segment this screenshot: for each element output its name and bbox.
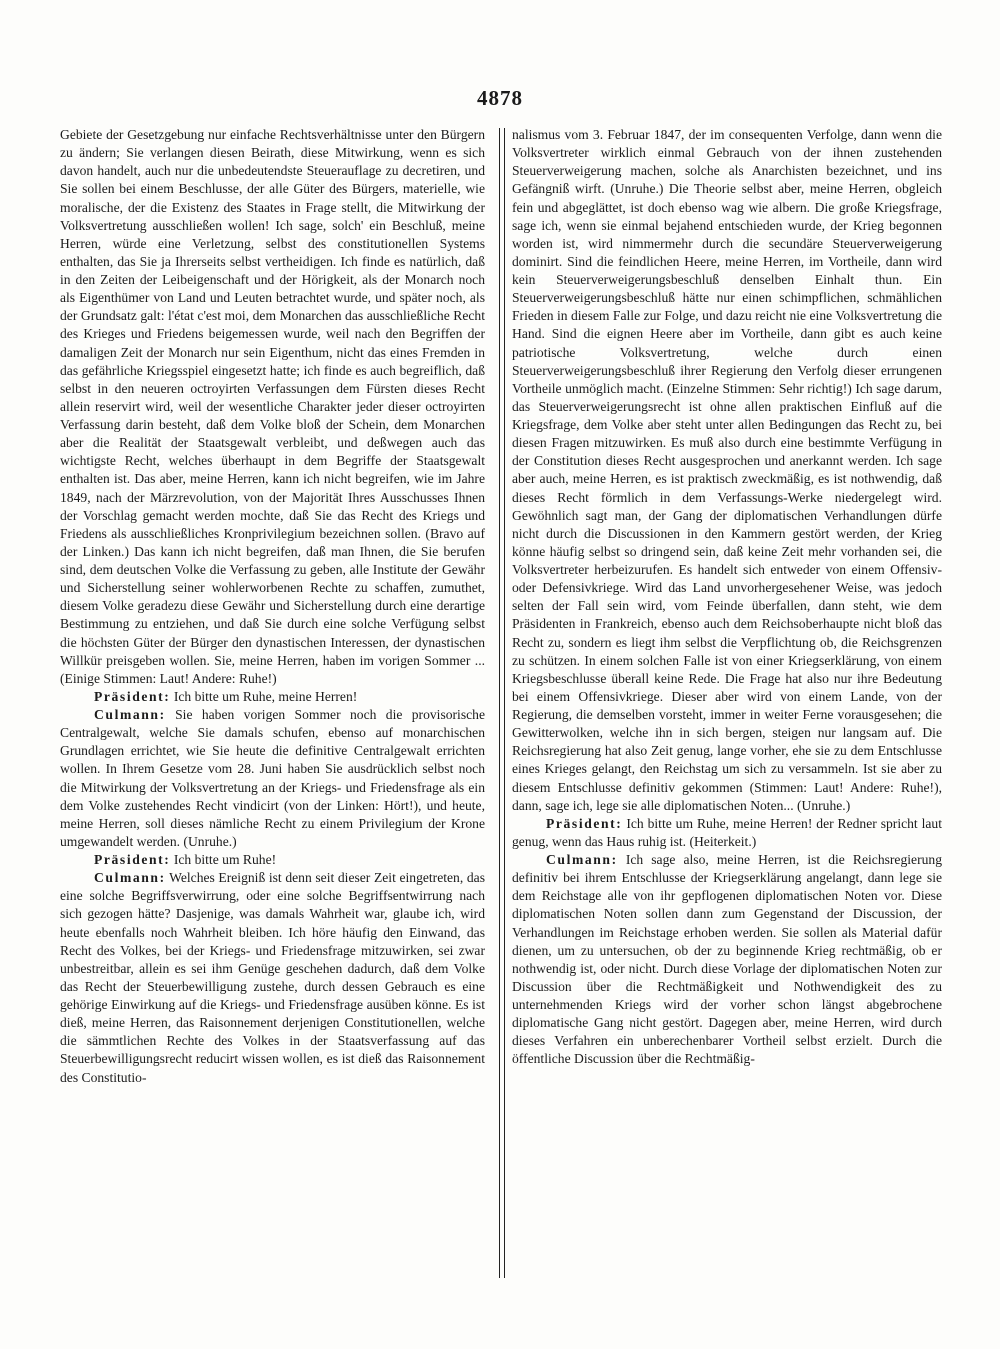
speaker-name: Präsident: bbox=[546, 815, 623, 831]
paragraph-text: nalismus vom 3. Februar 1847, der im consequenten Verfolge, dann wenn die Volksvertreter wirklich einmal Gebrauch von der ihnen zustehenden Steuerverweigerung machen, solche als Anarchisten bezeichnet, und ins Gefängniß wirft. (Unruhe.) Die Theorie selbst aber, meine Herren, obgleich fein und abgeglättet, ist doch ebenso wag wie albern. Die große Kriegsfrage, sage ich, wenn sie einmal bejahend entschieden wurde, der Krieg begonnen worden ist, wird nimmermehr durch die secundäre Steuerverweigerung dominirt. Sind die feindlichen Heere, meine Herren, im Vortheile, dann wird kein Steuerverweigerungsbeschluß denselben Einhalt thun. Ein Steuerverweigerungsbeschluß hätte nur einen schimpflichen, schmählichen Frieden in diesem Falle zur Folge, und dazu reicht nie eine Volksvertretung die Hand. Sind die eignen Heere aber im Vortheile, dann gibt es auch keine patriotische Volksvertretung, welche durch einen Steuerverweigerungsbeschluß ihrer Regierung den Verfolg dieser errungenen Vortheile unmöglich macht. (Einzelne Stimmen: Sehr richtig!) Ich sage darum, das Steuerverweigerungsrecht ist ohne allen praktischen Einfluß auf die Kriegsfrage, dem Volke aber steht unter allen Bedingungen das Recht zu, bei diesen Fragen mitzuwirken. Es muß also durch eine bestimmte Verfügung in der Constitution dieses Recht ausgesprochen und anerkannt werden. Ich sage aber auch, meine Herren, es ist praktisch zweckmäßig, es ist nothwendig, daß dieses Recht förmlich in dem Verfassungs-Werke niedergelegt wird. Gewöhnlich sagt man, der Gang der diplomatischen Verhandlungen dürfe nicht durch die Discussionen in den Kammern gestört werden, der Krieg könne häufig selbst so dringend sein, daß keine Zeit mehr vorhanden sei, die Volksvertreter herbeizurufen. Es handelt sich entweder von einem Offensiv- oder Defensivkriege. Wird das Land unvorhergesehener Weise, was jedoch selten der Fall sein wird, vom Feinde überfallen, dann steht, wie dem Präsidenten in Frankreich, ebenso auch dem Reichsoberhaupte nicht bloß das Recht zu, sondern es liegt ihm selbst die Verpflichtung ob, die Reichsgrenzen zu schützen. In einem solchen Falle ist von einer Kriegserklärung, von einem Kriegsbeschlusse überall keine Rede. Die Frage hat also nur ihre Bedeutung bei einem Offensivkriege. Dieser aber wird von einem Lande, von der Regierung, die demselben vorsteht, immer in weiter Ferne vorausgesehen; die Gewitterwolken, welche ihn in sich bergen, steigen nur langsam auf. Die Reichsregierung hat also Zeit genug, lange vorher, ehe sie zu dem Entschlusse eines Krieges gelangt, den Reichstag um sich zu versammeln. Ist sie aber zu diesem Entschlusse definitiv gekommen (Stimmen: Laut! Andere: Ruhe!), dann, sage ich, lege sie alle diplomatischen Noten... (Unruhe.) bbox=[512, 127, 942, 813]
paragraph-text: Ich bitte um Ruhe, meine Herren! der Redner spricht laut genug, wenn das Haus ruhig ist. (Heiterkeit.) bbox=[512, 815, 942, 849]
paragraph-text: Gebiete der Gesetzgebung nur einfache Rechtsverhältnisse unter den Bürgern zu ändern; Sie verlangen diesen Beirath, diese Mitwirkung, wenn es sich davon handelt, auch nur die unbedeutendste Steuerauflage zu decretiren, und Sie sollen bei einem Beschlusse, der alle Güter des Bürgers, materielle, wie moralische, der die Existenz des Staates in Frage stellt, die Mitwirkung der Volksvertretung ausschließen wollen! Ich sage, solch' ein Beschluß, meine Herren, würde eine Verletzung, selbst des constitutionellen Systems enthalten, das Sie ja Ihrerseits selbst vertheidigen. Ich finde es natürlich, daß in den Zeiten der Leibeigenschaft und der Hörigkeit, als der Monarch noch als Eigenthümer von Land und Leuten betrachtet wurde, und später noch, als der Grundsatz galt: l'état c'est moi, dem Monarchen das ausschließliche Recht des Krieges und Friedens beigemessen wurde, weil nach den Begriffen der damaligen Zeit der Monarch nur sein Eigenthum, nicht das eines Fremden in das gefährliche Kriegsspiel eingesetzt hatte; ich finde es auch begreiflich, daß selbst in den neueren octroyirten Verfassungen dem Fürsten dieses Recht allein reservirt wird, weil der wesentliche Charakter jeder dieser octroyirten Verfassung darin besteht, daß dem Volke bloß der Schein, dem Monarchen aber die Realität der Staatsgewalt verbleibt, und deßwegen auch das wichtigste Recht, welches überhaupt in dem Begriffe der Staatsgewalt enthalten ist. Das aber, meine Herren, kann ich nicht begreifen, wie im Jahre 1849, nach der Märzrevolution, von der Majorität Ihres Ausschusses Ihnen der Vorschlag gemacht werden mochte, daß Sie das Recht des Kriegs und Friedens als ausschließliches Kronprivilegium bezeichnen sollen. (Bravo auf der Linken.) Das kann ich nicht begreifen, daß man Ihnen, die Sie berufen sind, dem deutschen Volke die Verfassung zu geben, alle Institute der Gewähr und Sicherstellung seiner wohlerworbenen Rechte zu schaffen, zumuthet, diesem Volke geradezu diese Gewähr und Sicherstellung durch eine derartige Bestimmung zu entziehen, und daß Sie durch eine solche Verfügung selbst die höchsten Güter der Bürger den dynastischen Interessen, der dynastischen Willkür preisgeben wollen. Sie, meine Herren, haben im vorigen Sommer ... (Einige Stimmen: Laut! Andere: Ruhe!) bbox=[60, 127, 485, 686]
paragraph bbox=[60, 706, 485, 851]
paragraph-text: Ich bitte um Ruhe, meine Herren! bbox=[173, 688, 358, 704]
speaker-name: Culmann: bbox=[546, 852, 618, 867]
page-number: 4878 bbox=[477, 86, 523, 110]
paragraph bbox=[60, 688, 485, 706]
paragraph bbox=[60, 869, 485, 1087]
paragraph bbox=[512, 126, 942, 815]
column-divider bbox=[499, 128, 505, 1278]
speaker-name: Culmann: bbox=[94, 870, 166, 886]
speaker-name: Culmann: bbox=[94, 707, 166, 722]
paragraph bbox=[60, 851, 485, 869]
paragraph bbox=[60, 126, 485, 688]
speaker-name: Präsident: bbox=[94, 852, 171, 867]
speaker-name: Präsident: bbox=[94, 688, 171, 704]
paragraph-text: Sie haben vorigen Sommer noch die provisorische Centralgewalt, welche Sie damals schufen, ebenso auf monarchischen Grundlagen errichtet, wie Sie heute die definitive Centralgewalt errichten wollen. In Ihrem Gesetze vom 28. Juni haben Sie ausdrücklich selbst noch die Mitwirkung der Volksvertretung an der Kriegs- und Friedensfrage als ein dem Volke zustehendes Recht vindicirt (von der Linken: Hört!), und heute, meine Herren, soll dieses nämliche Recht zu einem Privilegium der Krone umgewandelt werden. (Unruhe.) bbox=[60, 707, 485, 849]
paragraph bbox=[512, 851, 942, 1069]
paragraph bbox=[512, 815, 942, 851]
paragraph-text: Ich bitte um Ruhe! bbox=[173, 852, 277, 867]
right-column bbox=[512, 126, 942, 1069]
paragraph-text: Welches Ereigniß ist denn seit dieser Zeit eingetreten, das eine solche Begriffsverwirrung, oder eine solche Begriffsentwirrung nach sich gezogen hätte? Dasjenige, was damals Wahrheit war, glaube ich, wird heute ebenfalls noch Wahrheit bleiben. Ich höre häufig den Einwand, das Recht des Volkes, bei der Kriegs- und Friedensfrage mitzuwirken, sei zwar unbestreitbar, allein es sei ihm Genüge geschehen dadurch, daß dem Volke das Recht der Steuerbewilligung zustehe, durch dessen Gebrauch es eine gehörige Einwirkung auf die Kriegs- und Friedensfrage ausüben könne. Es ist dieß, meine Herren, das Raisonnement derjenigen Constitutionellen, welche die sämmtlichen Rechte des Volkes in der Staatsverfassung auf das Steuerbewilligungsrecht reducirt wissen wollen, es ist dieß das Raisonnement des Constitutio- bbox=[60, 870, 485, 1085]
left-column bbox=[60, 126, 485, 1087]
paragraph-text: Ich sage also, meine Herren, ist die Reichsregierung definitiv bei ihrem Entschlusse der Kriegserklärung angelangt, dann lege sie dem Reichstage alle von ihr gepflogenen diplomatischen Noten vor. Diese diplomatischen Noten sollen dann zum Gegenstand der Discussion, der Verhandlungen im Reichstage erhoben werden. Sie sollen als Material dafür dienen, um zu untersuchen, ob der zu beginnende Krieg rechtmäßig, ob er nothwendig ist, oder nicht. Durch diese Vorlage der diplomatischen Noten zur Discussion über die Rechtmäßigkeit und Nothwendigkeit des zu unternehmenden Kriegs wird der vorher schon längst abgebrochene diplomatische Gang nicht gestört. Dagegen aber, meine Herren, wird durch dieses Verfahren ein unberechenbarer Vortheil selbst erzielt. Durch die öffentliche Discussion über die Rechtmäßig- bbox=[512, 852, 942, 1067]
